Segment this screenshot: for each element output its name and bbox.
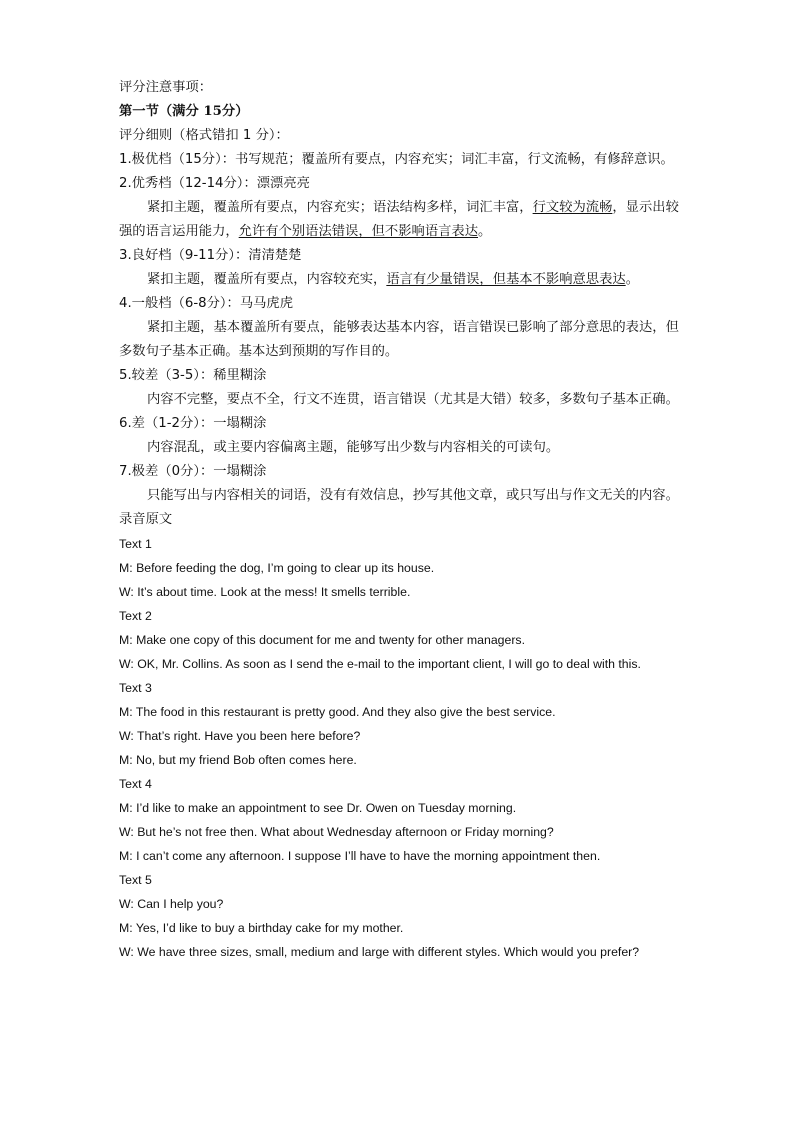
dialogue-line: W: It’s about time. Look at the mess! It smells terrible.: [119, 585, 411, 599]
transcript-text-3: [119, 676, 679, 772]
dialogue-line: W: That’s right. Have you been here before?: [119, 729, 361, 743]
underlined-phrase: 允许有个别语法错误，但不影响语言表达: [238, 224, 479, 239]
dialogue-line: W: But he’s not free then. What about Wednesday afternoon or Friday morning?: [119, 825, 554, 839]
grade-6-title: 6.差（1-2分）：一塌糊涂: [119, 416, 267, 431]
grade-6-description: 内容混乱，或主要内容偏离主题，能够写出少数与内容相关的可读句。: [147, 440, 560, 455]
underlined-phrase: 语言有少量错误，但基本不影响意思表达: [386, 272, 626, 287]
transcript-title: 录音原文: [119, 512, 173, 527]
dialogue-line: M: Before feeding the dog, I’m going to clear up its house.: [119, 561, 435, 575]
scoring-rules-title: 评分细则（格式错扣 1 分）：: [119, 128, 289, 143]
text-label: Text 3: [119, 681, 152, 695]
grade-1-rule: 1.极优档（15分）：书写规范；覆盖所有要点，内容充实；词汇丰富，行文流畅，有修辞意识。: [119, 152, 674, 167]
dialogue-line: W: Can I help you?: [119, 897, 224, 911]
grade-2-description: 紧扣主题，覆盖所有要点，内容充实；语法结构多样，词汇丰富，行文较为流畅，显示出较强的语言运用能力，允许有个别语法错误，但不影响语言表达。: [119, 200, 679, 239]
grade-2-title: 2.优秀档（12-14分）：漂漂亮亮: [119, 176, 310, 191]
dialogue-line: M: The food in this restaurant is pretty good. And they also give the best service.: [119, 705, 556, 719]
dialogue-line: M: No, but my friend Bob often comes here.: [119, 753, 357, 767]
underlined-phrase: 行文较为流畅: [532, 200, 613, 215]
grade-4-description: 紧扣主题，基本覆盖所有要点，能够表达基本内容，语言错误已影响了部分意思的表达，但多数句子基本正确。基本达到预期的写作目的。: [119, 320, 679, 359]
text-label: Text 1: [119, 537, 152, 551]
transcript-text-1: [119, 532, 679, 604]
dialogue-line: M: I can’t come any afternoon. I suppose I’ll have to have the morning appointment then.: [119, 849, 601, 863]
dialogue-line: W: We have three sizes, small, medium and large with different styles. Which would you prefer?: [119, 945, 640, 959]
text-label: Text 4: [119, 777, 152, 791]
document-content: [119, 76, 679, 964]
grade-4-title: 4.一般档（6-8分）：马马虎虎: [119, 296, 294, 311]
dialogue-line: W: OK, Mr. Collins. As soon as I send the e-mail to the important client, I will go to deal with this.: [119, 657, 641, 671]
grade-5-description: 内容不完整，要点不全，行文不连贯，语言错误（尤其是大错）较多，多数句子基本正确。: [147, 392, 679, 407]
dialogue-line: M: Yes, I’d like to buy a birthday cake for my mother.: [119, 921, 404, 935]
scoring-notes-title: 评分注意事项：: [119, 80, 213, 95]
transcript-text-4: [119, 772, 679, 868]
dialogue-line: M: I’d like to make an appointment to see Dr. Owen on Tuesday morning.: [119, 801, 517, 815]
grade-3-title: 3.良好档（9-11分）：清清楚楚: [119, 248, 302, 263]
text-label: Text 2: [119, 609, 152, 623]
section-title: 第一节（满分 15分）: [119, 104, 249, 119]
transcript-text-2: [119, 604, 679, 676]
dialogue-line: M: Make one copy of this document for me and twenty for other managers.: [119, 633, 525, 647]
grade-3-description: 紧扣主题，覆盖所有要点，内容较充实，语言有少量错误，但基本不影响意思表达。: [147, 272, 639, 287]
text-label: Text 5: [119, 873, 152, 887]
grade-7-title: 7.极差（0分）：一塌糊涂: [119, 464, 267, 479]
grade-5-title: 5.较差（3-5）：稀里糊涂: [119, 368, 267, 383]
grade-7-description: 只能写出与内容相关的词语，没有有效信息，抄写其他文章，或只写出与作文无关的内容。: [147, 488, 679, 503]
transcript-text-5: [119, 868, 679, 964]
